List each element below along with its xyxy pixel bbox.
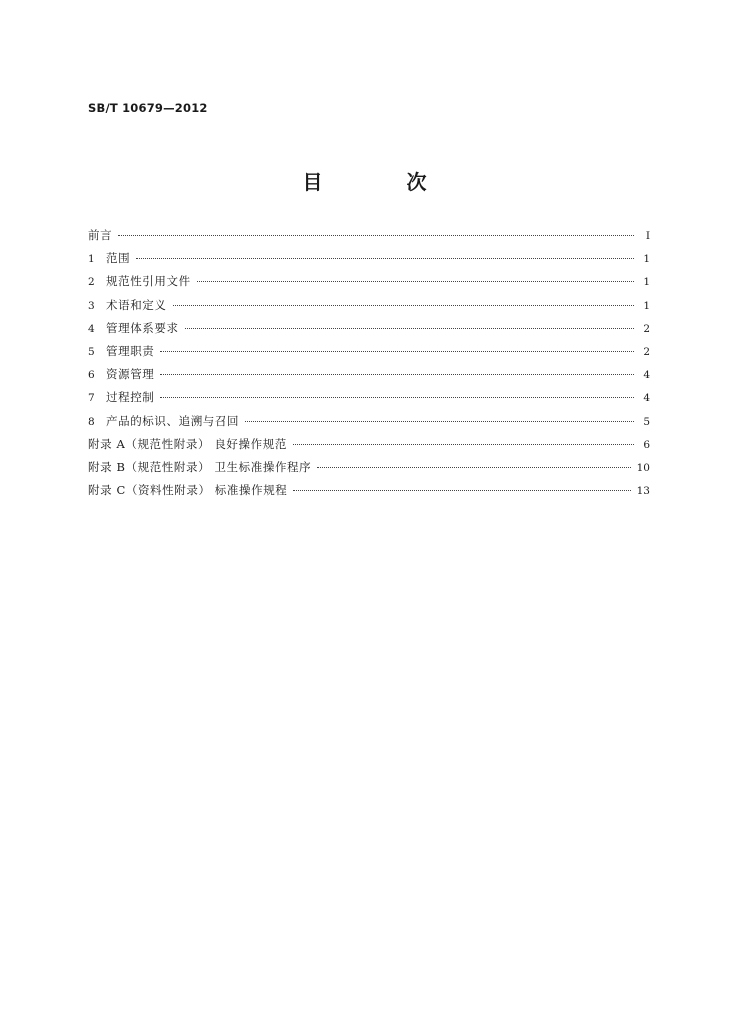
toc-entry-number: 4 bbox=[88, 322, 95, 335]
toc-entry-foreword[interactable] bbox=[88, 224, 650, 247]
toc-entry-appendix-a[interactable] bbox=[88, 433, 650, 456]
toc-entry-label: 管理职责 bbox=[106, 343, 155, 358]
dot-leader bbox=[136, 258, 634, 259]
toc-entry-page: 5 bbox=[643, 415, 650, 428]
toc-entry-appendix-b[interactable] bbox=[88, 456, 650, 479]
dot-leader bbox=[185, 328, 634, 329]
toc-entry-number: 8 bbox=[88, 415, 95, 428]
toc-entry-label: 规范性引用文件 bbox=[106, 274, 191, 289]
toc-entry-2[interactable] bbox=[88, 270, 650, 293]
toc-entry-8[interactable] bbox=[88, 410, 650, 433]
toc-entry-page: 4 bbox=[643, 392, 650, 405]
dot-leader bbox=[160, 351, 634, 352]
toc-entry-label: 资源管理 bbox=[106, 367, 155, 382]
toc-entry-appendix-c[interactable] bbox=[88, 479, 650, 502]
toc-entry-5[interactable] bbox=[88, 340, 650, 363]
standard-code: SB/T 10679—2012 bbox=[88, 101, 208, 115]
dot-leader bbox=[245, 421, 634, 422]
table-of-contents bbox=[88, 224, 650, 502]
dot-leader bbox=[293, 444, 634, 445]
dot-leader bbox=[160, 374, 634, 375]
toc-entry-number: 5 bbox=[88, 345, 95, 358]
page-title: 目 次 bbox=[302, 170, 459, 194]
toc-entry-page: 4 bbox=[643, 369, 650, 382]
toc-entry-number: 7 bbox=[88, 392, 95, 405]
dot-leader bbox=[118, 235, 634, 236]
toc-entry-7[interactable] bbox=[88, 386, 650, 409]
toc-entry-label: 前言 bbox=[88, 228, 113, 242]
toc-entry-page: 13 bbox=[636, 485, 650, 498]
toc-entry-page: 10 bbox=[636, 461, 650, 474]
toc-entry-label: 过程控制 bbox=[106, 390, 155, 405]
toc-entry-label: 附录 C（资料性附录） 标准操作规程 bbox=[88, 483, 288, 498]
toc-entry-page: 2 bbox=[643, 322, 650, 335]
dot-leader bbox=[160, 397, 634, 398]
toc-entry-page: 6 bbox=[643, 438, 650, 451]
toc-entry-page: 2 bbox=[643, 345, 650, 358]
toc-entry-number: 3 bbox=[88, 299, 95, 312]
toc-entry-number: 2 bbox=[88, 276, 95, 289]
toc-entry-6[interactable] bbox=[88, 363, 650, 386]
toc-entry-4[interactable] bbox=[88, 317, 650, 340]
toc-entry-label: 附录 B（规范性附录） 卫生标准操作程序 bbox=[88, 459, 312, 474]
dot-leader bbox=[317, 467, 630, 468]
toc-entry-number: 1 bbox=[88, 253, 95, 266]
toc-entry-label: 术语和定义 bbox=[106, 297, 167, 312]
toc-entry-number: 6 bbox=[88, 369, 95, 382]
toc-entry-page: 1 bbox=[643, 276, 650, 289]
toc-entry-page: 1 bbox=[643, 253, 650, 266]
toc-entry-3[interactable] bbox=[88, 294, 650, 317]
toc-entry-1[interactable] bbox=[88, 247, 650, 270]
dot-leader bbox=[293, 490, 630, 491]
dot-leader bbox=[173, 305, 635, 306]
toc-entry-label: 附录 A（规范性附录） 良好操作规范 bbox=[88, 436, 287, 451]
toc-entry-label: 范围 bbox=[106, 251, 131, 266]
toc-entry-label: 管理体系要求 bbox=[106, 320, 179, 335]
toc-entry-page: I bbox=[645, 230, 650, 242]
toc-entry-page: 1 bbox=[643, 299, 650, 312]
dot-leader bbox=[197, 281, 634, 282]
toc-entry-label: 产品的标识、追溯与召回 bbox=[106, 413, 240, 428]
